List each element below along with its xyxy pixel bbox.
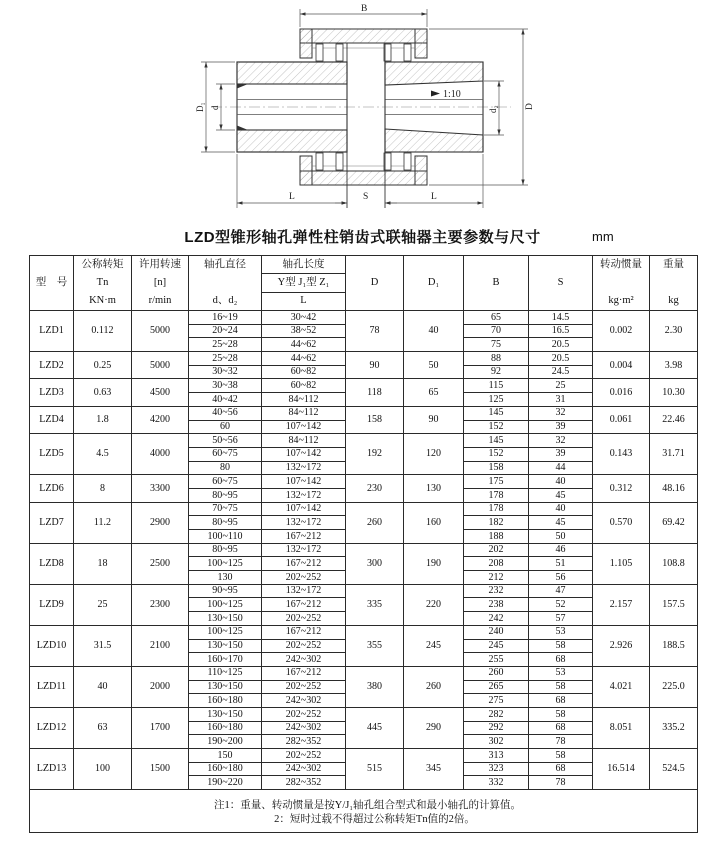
cell-B: 232 (464, 584, 529, 598)
cell-D1: 345 (404, 749, 464, 790)
cell-speed: 3300 (132, 475, 189, 502)
cell-S: 53 (529, 666, 593, 680)
cell-bore-dia: 190~200 (189, 735, 262, 749)
unit-label: mm (592, 229, 614, 244)
cell-S: 51 (529, 557, 593, 571)
cell-bore-dia: 160~180 (189, 721, 262, 735)
cell-weight: 22.46 (650, 406, 698, 433)
cell-bore-dia: 190~220 (189, 776, 262, 790)
cell-inertia: 0.004 (593, 352, 650, 379)
cell-S: 25 (529, 379, 593, 393)
cell-D1: 260 (404, 666, 464, 707)
cell-B: 202 (464, 543, 529, 557)
cell-bore-len: 282~352 (262, 776, 346, 790)
cell-bore-dia: 40~56 (189, 406, 262, 420)
cell-S: 39 (529, 447, 593, 461)
cell-bore-len: 132~172 (262, 543, 346, 557)
cell-S: 58 (529, 749, 593, 763)
cell-S: 57 (529, 612, 593, 626)
cell-torque: 63 (74, 707, 132, 748)
cell-B: 245 (464, 639, 529, 653)
cell-bore-len: 60~82 (262, 365, 346, 379)
cell-bore-dia: 100~125 (189, 598, 262, 612)
table-row (30, 379, 698, 393)
cell-torque: 8 (74, 475, 132, 502)
cell-model: LZD2 (30, 352, 74, 379)
cell-inertia: 0.570 (593, 502, 650, 543)
cell-bore-dia: 60 (189, 420, 262, 434)
cell-bore-len: 242~302 (262, 694, 346, 708)
cell-model: LZD10 (30, 625, 74, 666)
cell-bore-len: 242~302 (262, 653, 346, 667)
header-torque: 公称转矩 Tn KN·m (74, 256, 132, 311)
cell-D: 300 (346, 543, 404, 584)
technical-drawing (185, 0, 615, 218)
cell-torque: 25 (74, 584, 132, 625)
cell-inertia: 0.016 (593, 379, 650, 406)
table-row (30, 502, 698, 516)
dim-d2 (484, 81, 504, 135)
cell-model: LZD12 (30, 707, 74, 748)
cell-B: 275 (464, 694, 529, 708)
sleeve-top (300, 29, 427, 61)
cell-model: LZD1 (30, 311, 74, 352)
cell-inertia: 1.105 (593, 543, 650, 584)
cell-bore-len: 202~252 (262, 707, 346, 721)
cell-speed: 2100 (132, 625, 189, 666)
cell-S: 40 (529, 475, 593, 489)
cell-D: 192 (346, 434, 404, 475)
header-weight: 重量 kg (650, 256, 698, 311)
title-row (0, 226, 725, 247)
table-row (30, 707, 698, 721)
cell-B: 332 (464, 776, 529, 790)
cell-weight: 48.16 (650, 475, 698, 502)
cell-S: 47 (529, 584, 593, 598)
cell-bore-len: 242~302 (262, 762, 346, 776)
cell-torque: 11.2 (74, 502, 132, 543)
cell-D: 380 (346, 666, 404, 707)
table-row (30, 475, 698, 489)
cell-model: LZD8 (30, 543, 74, 584)
cell-bore-len: 132~172 (262, 516, 346, 530)
cell-speed: 4000 (132, 434, 189, 475)
cell-weight: 31.71 (650, 434, 698, 475)
cell-D: 118 (346, 379, 404, 406)
cell-D: 158 (346, 406, 404, 433)
cell-bore-len: 132~172 (262, 461, 346, 475)
cell-weight: 225.0 (650, 666, 698, 707)
table-row (30, 543, 698, 557)
table-row (30, 352, 698, 366)
cell-D: 445 (346, 707, 404, 748)
cell-D: 515 (346, 749, 404, 790)
cell-B: 152 (464, 420, 529, 434)
notes-row (30, 790, 698, 833)
cell-bore-dia: 160~180 (189, 694, 262, 708)
cell-B: 302 (464, 735, 529, 749)
cell-bore-dia: 130~150 (189, 707, 262, 721)
cell-S: 68 (529, 694, 593, 708)
cell-bore-dia: 50~56 (189, 434, 262, 448)
cell-bore-dia: 90~95 (189, 584, 262, 598)
cell-speed: 1700 (132, 707, 189, 748)
cell-B: 182 (464, 516, 529, 530)
cell-B: 323 (464, 762, 529, 776)
cell-B: 242 (464, 612, 529, 626)
cell-S: 68 (529, 762, 593, 776)
cell-model: LZD13 (30, 749, 74, 790)
cell-bore-dia: 100~125 (189, 557, 262, 571)
cell-bore-dia: 150 (189, 749, 262, 763)
cell-B: 292 (464, 721, 529, 735)
cell-B: 125 (464, 393, 529, 407)
cell-S: 68 (529, 721, 593, 735)
cell-B: 188 (464, 530, 529, 544)
cell-S: 45 (529, 516, 593, 530)
cell-inertia: 8.051 (593, 707, 650, 748)
cell-bore-dia: 110~125 (189, 666, 262, 680)
cell-torque: 100 (74, 749, 132, 790)
cell-B: 313 (464, 749, 529, 763)
cell-S: 32 (529, 406, 593, 420)
cell-bore-dia: 60~75 (189, 475, 262, 489)
table-row (30, 584, 698, 598)
cell-weight: 3.98 (650, 352, 698, 379)
cell-B: 158 (464, 461, 529, 475)
cell-B: 115 (464, 379, 529, 393)
cell-D: 260 (346, 502, 404, 543)
cell-S: 45 (529, 488, 593, 502)
cell-inertia: 0.143 (593, 434, 650, 475)
cell-inertia: 0.312 (593, 475, 650, 502)
header-bore-dia: 轴孔直径 d、d₂ (189, 256, 262, 311)
cell-weight: 157.5 (650, 584, 698, 625)
cell-weight: 188.5 (650, 625, 698, 666)
cell-D1: 130 (404, 475, 464, 502)
cell-bore-dia: 160~180 (189, 762, 262, 776)
cell-B: 92 (464, 365, 529, 379)
sleeve-bottom (300, 153, 427, 185)
cell-bore-dia: 30~38 (189, 379, 262, 393)
cell-inertia: 2.157 (593, 584, 650, 625)
cell-model: LZD3 (30, 379, 74, 406)
cell-speed: 5000 (132, 352, 189, 379)
cell-S: 52 (529, 598, 593, 612)
dim-label-S: S (363, 192, 369, 202)
cell-D1: 190 (404, 543, 464, 584)
cell-bore-len: 84~112 (262, 393, 346, 407)
cell-S: 14.5 (529, 311, 593, 325)
cell-inertia: 4.021 (593, 666, 650, 707)
header-S: S (529, 256, 593, 311)
cell-torque: 0.112 (74, 311, 132, 352)
cell-D: 355 (346, 625, 404, 666)
cell-S: 31 (529, 393, 593, 407)
cell-bore-len: 242~302 (262, 721, 346, 735)
cell-B: 282 (464, 707, 529, 721)
cell-speed: 1500 (132, 749, 189, 790)
cell-model: LZD5 (30, 434, 74, 475)
cell-D1: 245 (404, 625, 464, 666)
cell-B: 208 (464, 557, 529, 571)
cell-B: 240 (464, 625, 529, 639)
dim-label-D1: D₁ (195, 102, 205, 112)
cell-bore-len: 202~252 (262, 680, 346, 694)
cell-bore-len: 167~212 (262, 666, 346, 680)
cell-bore-len: 167~212 (262, 598, 346, 612)
cell-bore-dia: 130~150 (189, 680, 262, 694)
cell-speed: 5000 (132, 311, 189, 352)
cell-bore-len: 44~62 (262, 338, 346, 352)
cell-torque: 0.63 (74, 379, 132, 406)
header-speed: 许用转速 [n] r/min (132, 256, 189, 311)
cell-bore-len: 282~352 (262, 735, 346, 749)
cell-bore-len: 202~252 (262, 612, 346, 626)
table-row (30, 434, 698, 448)
cell-weight: 524.5 (650, 749, 698, 790)
table-row (30, 406, 698, 420)
cell-torque: 0.25 (74, 352, 132, 379)
cell-B: 260 (464, 666, 529, 680)
cell-bore-dia: 80~95 (189, 488, 262, 502)
cell-torque: 4.5 (74, 434, 132, 475)
cell-B: 70 (464, 324, 529, 338)
cell-S: 53 (529, 625, 593, 639)
cell-S: 24.5 (529, 365, 593, 379)
cell-S: 78 (529, 735, 593, 749)
cell-weight: 69.42 (650, 502, 698, 543)
dim-label-L-right: L (431, 192, 437, 202)
cell-S: 39 (529, 420, 593, 434)
cell-D: 335 (346, 584, 404, 625)
cell-bore-dia: 80 (189, 461, 262, 475)
dim-label-d2: d₂ (488, 105, 498, 113)
cell-S: 58 (529, 680, 593, 694)
taper-label: 1:10 (443, 89, 461, 100)
cell-speed: 4500 (132, 379, 189, 406)
cell-B: 88 (464, 352, 529, 366)
dim-label-d: d (210, 105, 220, 110)
cell-B: 265 (464, 680, 529, 694)
cell-bore-len: 202~252 (262, 571, 346, 585)
cell-bore-len: 84~112 (262, 434, 346, 448)
cell-torque: 1.8 (74, 406, 132, 433)
cell-S: 58 (529, 639, 593, 653)
cell-bore-dia: 100~110 (189, 530, 262, 544)
cell-weight: 335.2 (650, 707, 698, 748)
cell-bore-dia: 25~28 (189, 352, 262, 366)
cell-D: 230 (346, 475, 404, 502)
cell-bore-dia: 130 (189, 571, 262, 585)
cell-bore-len: 30~42 (262, 311, 346, 325)
dim-B (300, 4, 427, 27)
cell-bore-dia: 80~95 (189, 516, 262, 530)
cell-weight: 10.30 (650, 379, 698, 406)
note-2: 2：短时过载不得超过公称转矩Tn值的2倍。 (274, 813, 475, 825)
table-body (30, 311, 698, 790)
table-header (30, 256, 698, 311)
cell-D1: 120 (404, 434, 464, 475)
cell-bore-len: 167~212 (262, 557, 346, 571)
header-inertia: 转动惯量 kg·m² (593, 256, 650, 311)
cell-S: 68 (529, 653, 593, 667)
note-1: 注1：重量、转动惯量是按Y/J₁轴孔组合型式和最小轴孔的计算值。 (214, 799, 521, 811)
cell-bore-dia: 130~150 (189, 612, 262, 626)
cell-S: 58 (529, 707, 593, 721)
cell-B: 75 (464, 338, 529, 352)
taper-annotation (431, 89, 461, 100)
cell-speed: 2500 (132, 543, 189, 584)
cell-B: 212 (464, 571, 529, 585)
dim-label-D: D (525, 103, 535, 110)
cell-bore-len: 107~142 (262, 447, 346, 461)
cell-bore-dia: 30~32 (189, 365, 262, 379)
dim-label-L-left: L (289, 192, 295, 202)
cell-B: 255 (464, 653, 529, 667)
table-row (30, 625, 698, 639)
cell-bore-len: 202~252 (262, 639, 346, 653)
cell-bore-dia: 70~75 (189, 502, 262, 516)
cell-bore-len: 84~112 (262, 406, 346, 420)
spec-table (29, 255, 698, 833)
page-title: LZD型锥形轴孔弹性柱销齿式联轴器主要参数与尺寸 (184, 229, 541, 246)
cell-torque: 31.5 (74, 625, 132, 666)
cell-model: LZD9 (30, 584, 74, 625)
cell-D1: 290 (404, 707, 464, 748)
header-bore-len: 轴孔长度 Y型 J₁型 Z₁ L (262, 256, 346, 311)
cell-weight: 108.8 (650, 543, 698, 584)
cell-torque: 40 (74, 666, 132, 707)
cell-bore-dia: 130~150 (189, 639, 262, 653)
cell-B: 178 (464, 488, 529, 502)
cell-model: LZD6 (30, 475, 74, 502)
cell-bore-len: 107~142 (262, 475, 346, 489)
cell-D1: 90 (404, 406, 464, 433)
cell-bore-dia: 60~75 (189, 447, 262, 461)
cell-B: 238 (464, 598, 529, 612)
cell-bore-dia: 100~125 (189, 625, 262, 639)
cell-D1: 160 (404, 502, 464, 543)
dim-label-B: B (361, 4, 368, 14)
cell-speed: 2000 (132, 666, 189, 707)
table-row (30, 666, 698, 680)
cell-S: 56 (529, 571, 593, 585)
cell-S: 44 (529, 461, 593, 475)
cell-model: LZD4 (30, 406, 74, 433)
cell-bore-len: 107~142 (262, 420, 346, 434)
cell-bore-len: 107~142 (262, 502, 346, 516)
cell-D: 78 (346, 311, 404, 352)
cell-inertia: 16.514 (593, 749, 650, 790)
header-model: 型 号 (30, 256, 74, 311)
cell-S: 78 (529, 776, 593, 790)
notes-cell (30, 790, 698, 833)
cell-inertia: 2.926 (593, 625, 650, 666)
cell-bore-len: 202~252 (262, 749, 346, 763)
cell-model: LZD11 (30, 666, 74, 707)
cell-bore-len: 132~172 (262, 488, 346, 502)
cell-inertia: 0.061 (593, 406, 650, 433)
cell-speed: 4200 (132, 406, 189, 433)
cell-S: 20.5 (529, 338, 593, 352)
cell-bore-dia: 16~19 (189, 311, 262, 325)
cell-inertia: 0.002 (593, 311, 650, 352)
cell-S: 40 (529, 502, 593, 516)
table-row (30, 311, 698, 325)
cell-D1: 220 (404, 584, 464, 625)
header-D: D (346, 256, 404, 311)
cell-bore-dia: 20~24 (189, 324, 262, 338)
header-B: B (464, 256, 529, 311)
cell-S: 50 (529, 530, 593, 544)
cell-S: 46 (529, 543, 593, 557)
cell-D: 90 (346, 352, 404, 379)
cell-B: 145 (464, 434, 529, 448)
cell-B: 145 (464, 406, 529, 420)
cell-D1: 50 (404, 352, 464, 379)
cell-bore-dia: 80~95 (189, 543, 262, 557)
cell-D1: 65 (404, 379, 464, 406)
cell-S: 20.5 (529, 352, 593, 366)
cell-bore-dia: 25~28 (189, 338, 262, 352)
cell-bore-len: 44~62 (262, 352, 346, 366)
cell-S: 32 (529, 434, 593, 448)
table-row (30, 749, 698, 763)
cell-B: 65 (464, 311, 529, 325)
cell-model: LZD7 (30, 502, 74, 543)
cell-bore-len: 38~52 (262, 324, 346, 338)
cell-bore-len: 167~212 (262, 625, 346, 639)
cell-S: 16.5 (529, 324, 593, 338)
cell-bore-dia: 160~170 (189, 653, 262, 667)
cell-speed: 2300 (132, 584, 189, 625)
cell-B: 175 (464, 475, 529, 489)
cell-B: 178 (464, 502, 529, 516)
cell-bore-dia: 40~42 (189, 393, 262, 407)
cell-B: 152 (464, 447, 529, 461)
cell-bore-len: 132~172 (262, 584, 346, 598)
header-D1: D₁ (404, 256, 464, 311)
cell-torque: 18 (74, 543, 132, 584)
cell-weight: 2.30 (650, 311, 698, 352)
cell-D1: 40 (404, 311, 464, 352)
cell-bore-len: 167~212 (262, 530, 346, 544)
cell-speed: 2900 (132, 502, 189, 543)
cell-bore-len: 60~82 (262, 379, 346, 393)
